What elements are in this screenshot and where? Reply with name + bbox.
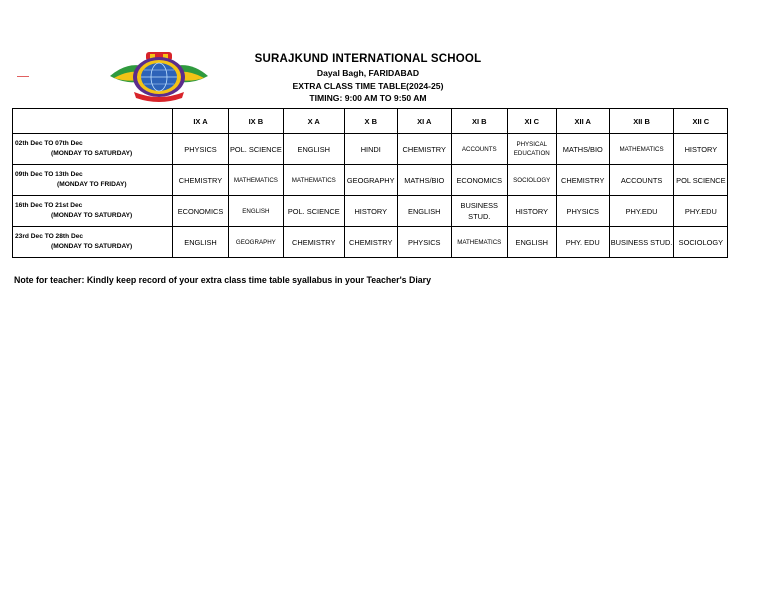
period-range: 02th Dec TO 07th Dec <box>15 140 83 147</box>
document-header <box>236 52 500 105</box>
subject-cell: CHEMISTRY <box>344 227 397 258</box>
period-days: (MONDAY TO FRIDAY) <box>57 181 127 188</box>
subject-cell: CHEMISTRY <box>397 134 451 165</box>
header-row <box>13 109 728 134</box>
period-cell <box>13 196 173 227</box>
timetable <box>12 108 728 258</box>
column-header: XII C <box>674 109 728 134</box>
decorative-dash <box>17 76 29 77</box>
period-range: 16th Dec TO 21st Dec <box>15 202 83 209</box>
column-header: XII B <box>609 109 674 134</box>
subject-cell: HISTORY <box>344 196 397 227</box>
period-cell <box>13 227 173 258</box>
table-row <box>13 227 728 258</box>
school-address: Dayal Bagh, FARIDABAD <box>316 68 420 78</box>
subject-cell: SOCIOLOGY <box>507 165 556 196</box>
subject-cell: BUSINESS STUD. <box>609 227 674 258</box>
subject-cell: MATHEMATICS <box>451 227 507 258</box>
period-cell <box>13 134 173 165</box>
subject-cell: ENGLISH <box>507 227 556 258</box>
subject-cell: HINDI <box>344 134 397 165</box>
subject-cell: GEOGRAPHY <box>344 165 397 196</box>
subject-cell: MATHS/BIO <box>397 165 451 196</box>
subject-cell: CHEMISTRY <box>173 165 229 196</box>
subject-cell: ACCOUNTS <box>451 134 507 165</box>
subject-cell: MATHEMATICS <box>283 165 344 196</box>
subject-cell: ENGLISH <box>283 134 344 165</box>
subject-cell: ECONOMICS <box>451 165 507 196</box>
subject-cell: HISTORY <box>507 196 556 227</box>
subject-cell: MATHEMATICS <box>229 165 284 196</box>
column-header: X B <box>344 109 397 134</box>
subject-cell: PHY.EDU <box>609 196 674 227</box>
teacher-note: Note for teacher: Kindly keep record of your extra class time table syallabus in your Teacher's Diary <box>14 275 431 285</box>
column-header: XII A <box>556 109 609 134</box>
subject-cell: CHEMISTRY <box>283 227 344 258</box>
subject-cell: SOCIOLOGY <box>674 227 728 258</box>
subject-cell: MATHS/BIO <box>556 134 609 165</box>
column-header: XI A <box>397 109 451 134</box>
column-header: XI B <box>451 109 507 134</box>
column-header: IX A <box>173 109 229 134</box>
subject-cell: CHEMISTRY <box>556 165 609 196</box>
subject-cell: PHYSICS <box>556 196 609 227</box>
period-days: (MONDAY TO SATURDAY) <box>51 243 133 250</box>
subject-cell: PHYSICS <box>173 134 229 165</box>
period-cell <box>13 165 173 196</box>
subject-cell: ENGLISH <box>229 196 284 227</box>
period-range: 09th Dec TO 13th Dec <box>15 171 83 178</box>
subject-cell: POL. SCIENCE <box>283 196 344 227</box>
table-row <box>13 196 728 227</box>
column-header: X A <box>283 109 344 134</box>
subject-cell: MATHEMATICS <box>609 134 674 165</box>
subject-cell: PHYSICAL EDUCATION <box>507 134 556 165</box>
subject-cell: POL. SCIENCE <box>229 134 284 165</box>
subject-cell: GEOGRAPHY <box>229 227 284 258</box>
period-days: (MONDAY TO SATURDAY) <box>51 212 133 219</box>
subject-cell: ENGLISH <box>397 196 451 227</box>
subject-cell: BUSINESS STUD. <box>451 196 507 227</box>
column-header: XI C <box>507 109 556 134</box>
subject-cell: HISTORY <box>674 134 728 165</box>
subject-cell: ACCOUNTS <box>609 165 674 196</box>
table-row <box>13 165 728 196</box>
subject-cell: ECONOMICS <box>173 196 229 227</box>
timing: TIMING: 9:00 AM TO 9:50 AM <box>309 93 427 103</box>
subject-cell: PHY. EDU <box>556 227 609 258</box>
school-name: SURAJKUND INTERNATIONAL SCHOOL <box>254 53 482 65</box>
column-header: IX B <box>229 109 284 134</box>
period-range: 23rd Dec TO 28th Dec <box>15 233 84 240</box>
table-row <box>13 134 728 165</box>
corner-cell <box>13 109 173 134</box>
subject-cell: PHY.EDU <box>674 196 728 227</box>
school-crest-logo <box>106 50 212 102</box>
subject-cell: PHYSICS <box>397 227 451 258</box>
period-days: (MONDAY TO SATURDAY) <box>51 150 133 157</box>
timetable-title: EXTRA CLASS TIME TABLE(2024-25) <box>292 80 444 91</box>
subject-cell: POL SCIENCE <box>674 165 728 196</box>
subject-cell: ENGLISH <box>173 227 229 258</box>
